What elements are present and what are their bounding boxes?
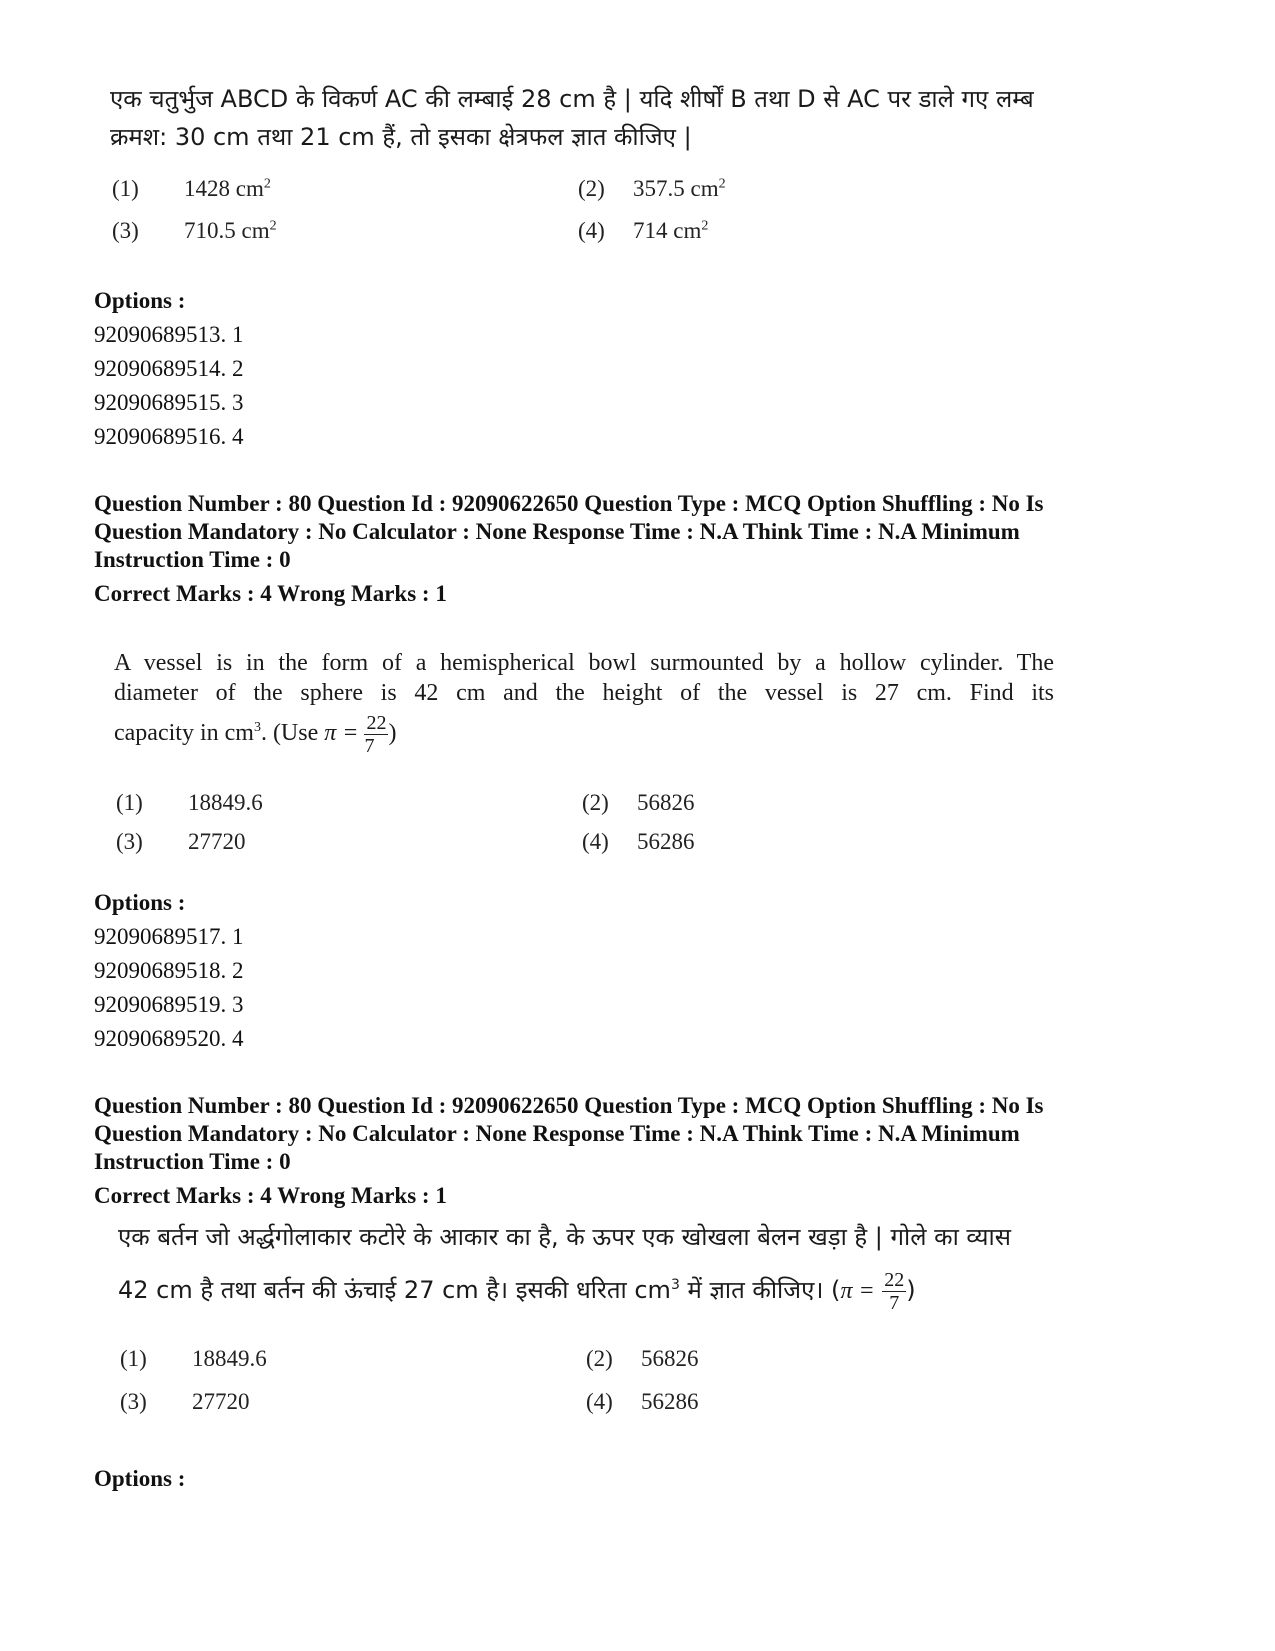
choice-4: (4) 714 $cm^2$ — [578, 218, 709, 243]
question-en-text-block2 — [114, 648, 1054, 757]
choice-value: 56286 — [641, 1389, 699, 1414]
marks-line: Correct Marks : 4 Wrong Marks : 1 — [94, 1183, 447, 1208]
option-item: 92090689516. 4 — [94, 424, 244, 449]
option-item: 92090689517. 1 — [94, 924, 244, 949]
options-list-block3 — [94, 1462, 185, 1496]
choice-value: 18849.6 — [192, 1346, 267, 1371]
choice-value: 357.5 cm — [633, 176, 719, 201]
choice-value: 27720 — [188, 829, 246, 854]
question-en-line: capacity in $cm^3$. (Use π = $\frac{22}{7}$ ) — [114, 712, 397, 757]
question-hi-line: एक बर्तन जो अर्द्धगोलाकार कटोरे के आकार का है, के ऊपर एक खोखला बेलन खड़ा है | गोले का व्यास — [118, 1223, 1011, 1251]
options-label: Options : — [94, 890, 186, 915]
options-list-block2 — [94, 886, 244, 1056]
meta-line: Question Number : 80 Question Id : 92090622650 Question Type : MCQ Option Shuffling : No Is — [94, 1093, 1044, 1118]
question-hi-line: 42 cm है तथा बर्तन की ऊंचाई 27 cm है। इसकी धरिता $cm^3$ में ज्ञात कीजिए। (π = $\frac{22}{7}$ ) — [118, 1268, 916, 1314]
choice-3 — [116, 829, 246, 855]
choice-number: (3) — [120, 1389, 147, 1414]
question-en-line: diameter of the sphere is 42 cm and the height of the vessel is 27 cm. Find its — [114, 680, 1054, 706]
choice-number: (2) — [586, 1346, 613, 1371]
question-meta-block3 — [94, 1092, 1044, 1210]
choice-value: 56826 — [637, 790, 695, 815]
choice-1 — [116, 790, 263, 816]
choice-1: (1) 1428 $cm^2$ — [112, 176, 271, 201]
choice-value: 1428 cm — [184, 176, 264, 201]
option-item: 92090689515. 3 — [94, 390, 244, 415]
question-en-line: A vessel is in the form of a hemispherical bowl surmounted by a hollow cylinder. The — [114, 650, 1054, 676]
fraction: $\frac{22}{7}$ — [884, 1268, 905, 1314]
choice-number: (2) — [582, 790, 609, 815]
question-meta-block2 — [94, 490, 1044, 608]
choice-number: (4) — [582, 829, 609, 854]
question-hi-line: क्रमश: 30 cm तथा 21 cm हैं, तो इसका क्षेत्रफल ज्ञात कीजिए | — [110, 123, 692, 151]
choice-4 — [582, 829, 695, 855]
option-item: 92090689514. 2 — [94, 356, 244, 381]
choice-1 — [120, 1346, 267, 1372]
choice-value: 56826 — [641, 1346, 699, 1371]
choice-number: (2) — [578, 176, 605, 201]
choice-2: (2) 357.5 $cm^2$ — [578, 176, 726, 201]
question-hi-text-block3 — [118, 1218, 1011, 1314]
choice-value: 18849.6 — [188, 790, 263, 815]
choice-number: (3) — [116, 829, 143, 854]
choice-2 — [586, 1346, 699, 1372]
option-item: 92090689520. 4 — [94, 1026, 244, 1051]
options-label: Options : — [94, 1466, 186, 1491]
choice-value: 56286 — [637, 829, 695, 854]
option-item: 92090689519. 3 — [94, 992, 244, 1017]
meta-line: Question Number : 80 Question Id : 92090622650 Question Type : MCQ Option Shuffling : No Is — [94, 491, 1044, 516]
option-item: 92090689518. 2 — [94, 958, 244, 983]
choice-number: (1) — [112, 176, 139, 201]
meta-line: Instruction Time : 0 — [94, 547, 291, 572]
choice-3 — [120, 1389, 250, 1415]
fraction: $\frac{22}{7}$ — [364, 712, 387, 757]
choice-number: (1) — [116, 790, 143, 815]
question-hi-line: एक चतुर्भुज ABCD के विकर्ण AC की लम्बाई 28 cm है | यदि शीर्षों B तथा D से AC पर डाले गए लम्ब — [110, 85, 1034, 113]
choice-number: (4) — [578, 218, 605, 243]
option-item: 92090689513. 1 — [94, 322, 244, 347]
meta-line: Question Mandatory : No Calculator : None Response Time : N.A Think Time : N.A Minimum — [94, 519, 1020, 544]
choice-2 — [582, 790, 695, 816]
choice-value: 714 cm — [633, 218, 702, 243]
options-label: Options : — [94, 288, 186, 313]
choice-value: 27720 — [192, 1389, 250, 1414]
choice-number: (3) — [112, 218, 139, 243]
choice-number: (1) — [120, 1346, 147, 1371]
options-list-block1 — [94, 284, 244, 454]
choice-3: (3) 710.5 $cm^2$ — [112, 218, 277, 243]
pi-symbol: π = — [840, 1278, 875, 1304]
question-hi-text-block1 — [110, 80, 1034, 156]
pi-symbol: π = — [324, 720, 359, 747]
meta-line: Instruction Time : 0 — [94, 1149, 291, 1174]
choice-value: 710.5 cm — [184, 218, 270, 243]
meta-line: Question Mandatory : No Calculator : None Response Time : N.A Think Time : N.A Minimum — [94, 1121, 1020, 1146]
marks-line: Correct Marks : 4 Wrong Marks : 1 — [94, 581, 447, 606]
choice-4 — [586, 1389, 699, 1415]
choice-number: (4) — [586, 1389, 613, 1414]
